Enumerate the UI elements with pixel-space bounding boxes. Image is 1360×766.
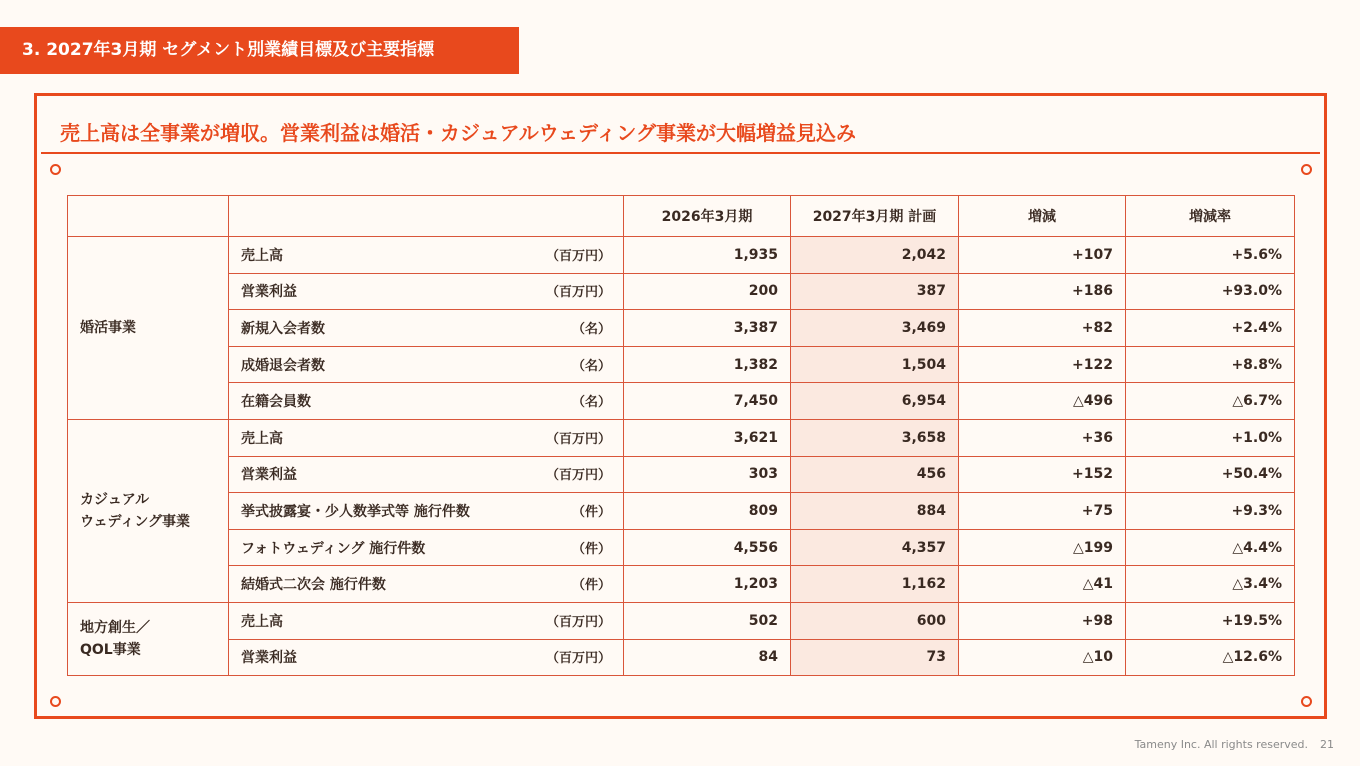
value-change: △496 <box>959 383 1126 420</box>
value-fy2026: 7,450 <box>624 383 791 420</box>
metric-unit: （件） <box>571 504 611 520</box>
metric-name: 新規入会者数 <box>241 320 325 337</box>
table-row <box>68 346 1295 383</box>
metric-name: 結婚式二次会 施行件数 <box>241 577 386 594</box>
value-fy2026: 4,556 <box>624 529 791 566</box>
value-change: +36 <box>959 419 1126 456</box>
value-fy2027-plan: 2,042 <box>791 237 959 274</box>
value-fy2027-plan: 456 <box>791 456 959 493</box>
value-fy2027-plan: 884 <box>791 493 959 530</box>
metric-name: 営業利益 <box>241 467 297 484</box>
metric-name: 営業利益 <box>241 650 297 667</box>
column-header-change-rate: 増減率 <box>1126 196 1295 237</box>
copyright-text: Tameny Inc. All rights reserved. <box>1134 738 1308 751</box>
metric-cell <box>229 346 624 383</box>
value-change-rate: △12.6% <box>1126 639 1295 676</box>
table-row <box>68 493 1295 530</box>
corner-circle-icon <box>1301 164 1312 175</box>
segment-name <box>68 237 229 420</box>
table-header-row <box>68 196 1295 237</box>
metric-cell <box>229 493 624 530</box>
page-number: 21 <box>1320 738 1334 751</box>
metric-name: 売上高 <box>241 613 283 630</box>
segment-name-line: QOL事業 <box>80 642 141 659</box>
metric-name: 売上高 <box>241 430 283 447</box>
metric-unit: （件） <box>571 578 611 594</box>
metric-cell <box>229 529 624 566</box>
metric-unit: （百万円） <box>545 614 611 630</box>
table-row <box>68 273 1295 310</box>
metric-unit: （百万円） <box>545 285 611 301</box>
metric-unit: （名） <box>571 395 611 411</box>
value-fy2026: 303 <box>624 456 791 493</box>
headline-divider <box>41 152 1320 154</box>
value-fy2026: 502 <box>624 602 791 639</box>
value-change-rate: △3.4% <box>1126 566 1295 603</box>
footer <box>1135 738 1334 751</box>
value-change: +82 <box>959 310 1126 347</box>
metric-unit: （件） <box>571 541 611 557</box>
table-row <box>68 419 1295 456</box>
metric-cell <box>229 602 624 639</box>
metric-cell <box>229 566 624 603</box>
metric-cell <box>229 456 624 493</box>
value-fy2026: 3,387 <box>624 310 791 347</box>
table-row <box>68 529 1295 566</box>
segment-name <box>68 602 229 675</box>
value-fy2027-plan: 73 <box>791 639 959 676</box>
value-change: △10 <box>959 639 1126 676</box>
value-change-rate: △4.4% <box>1126 529 1295 566</box>
table-row <box>68 237 1295 274</box>
metric-cell <box>229 237 624 274</box>
metric-unit: （百万円） <box>545 431 611 447</box>
metric-unit: （名） <box>571 321 611 337</box>
segment-name-line: 地方創生／ <box>80 620 150 637</box>
metric-unit: （百万円） <box>545 468 611 484</box>
segment-name-line: 婚活事業 <box>80 319 136 336</box>
table-body <box>68 237 1295 676</box>
headline: 売上高は全事業が増収。営業利益は婚活・カジュアルウェディング事業が大幅増益見込み <box>60 121 856 145</box>
value-fy2027-plan: 6,954 <box>791 383 959 420</box>
value-change: △41 <box>959 566 1126 603</box>
metric-name: 在籍会員数 <box>241 394 311 411</box>
segment-name-line: カジュアル <box>80 491 150 508</box>
metric-cell <box>229 639 624 676</box>
value-fy2027-plan: 3,658 <box>791 419 959 456</box>
value-change-rate: +8.8% <box>1126 346 1295 383</box>
value-change-rate: +2.4% <box>1126 310 1295 347</box>
value-change: +122 <box>959 346 1126 383</box>
value-change-rate: +19.5% <box>1126 602 1295 639</box>
value-fy2027-plan: 4,357 <box>791 529 959 566</box>
metric-unit: （名） <box>571 358 611 374</box>
column-header <box>68 196 229 237</box>
metric-unit: （百万円） <box>545 651 611 667</box>
metric-name: フォトウェディング 施行件数 <box>241 540 426 557</box>
value-fy2026: 1,203 <box>624 566 791 603</box>
value-fy2026: 84 <box>624 639 791 676</box>
column-header <box>229 196 624 237</box>
table-row <box>68 383 1295 420</box>
value-fy2026: 1,935 <box>624 237 791 274</box>
segment-kpi-table <box>67 195 1295 676</box>
column-header-change: 増減 <box>959 196 1126 237</box>
value-change: +75 <box>959 493 1126 530</box>
table-row <box>68 602 1295 639</box>
value-fy2026: 1,382 <box>624 346 791 383</box>
value-change-rate: △6.7% <box>1126 383 1295 420</box>
column-header-fy2027-plan: 2027年3月期 計画 <box>791 196 959 237</box>
table-row <box>68 310 1295 347</box>
segment-name-line: ウェディング事業 <box>80 513 191 530</box>
column-header-fy2026: 2026年3月期 <box>624 196 791 237</box>
value-change-rate: +50.4% <box>1126 456 1295 493</box>
corner-circle-icon <box>1301 696 1312 707</box>
value-fy2026: 3,621 <box>624 419 791 456</box>
value-change: +186 <box>959 273 1126 310</box>
metric-cell <box>229 419 624 456</box>
metric-name: 挙式披露宴・少人数挙式等 施行件数 <box>241 503 470 520</box>
metric-name: 営業利益 <box>241 284 297 301</box>
value-change-rate: +5.6% <box>1126 237 1295 274</box>
value-fy2026: 200 <box>624 273 791 310</box>
value-change-rate: +1.0% <box>1126 419 1295 456</box>
metric-name: 売上高 <box>241 247 283 264</box>
value-change: +152 <box>959 456 1126 493</box>
metric-name: 成婚退会者数 <box>241 357 325 374</box>
corner-circle-icon <box>50 696 61 707</box>
metric-cell <box>229 383 624 420</box>
table-row <box>68 639 1295 676</box>
value-fy2027-plan: 3,469 <box>791 310 959 347</box>
value-change-rate: +93.0% <box>1126 273 1295 310</box>
metric-unit: （百万円） <box>545 248 611 264</box>
metric-cell <box>229 310 624 347</box>
metric-cell <box>229 273 624 310</box>
value-fy2027-plan: 387 <box>791 273 959 310</box>
table-row <box>68 456 1295 493</box>
value-change: +98 <box>959 602 1126 639</box>
value-fy2027-plan: 600 <box>791 602 959 639</box>
segment-name <box>68 419 229 602</box>
value-fy2026: 809 <box>624 493 791 530</box>
value-change: △199 <box>959 529 1126 566</box>
value-change-rate: +9.3% <box>1126 493 1295 530</box>
table-row <box>68 566 1295 603</box>
value-change: +107 <box>959 237 1126 274</box>
value-fy2027-plan: 1,162 <box>791 566 959 603</box>
corner-circle-icon <box>50 164 61 175</box>
value-fy2027-plan: 1,504 <box>791 346 959 383</box>
section-title: 3. 2027年3月期 セグメント別業績目標及び主要指標 <box>0 27 519 74</box>
